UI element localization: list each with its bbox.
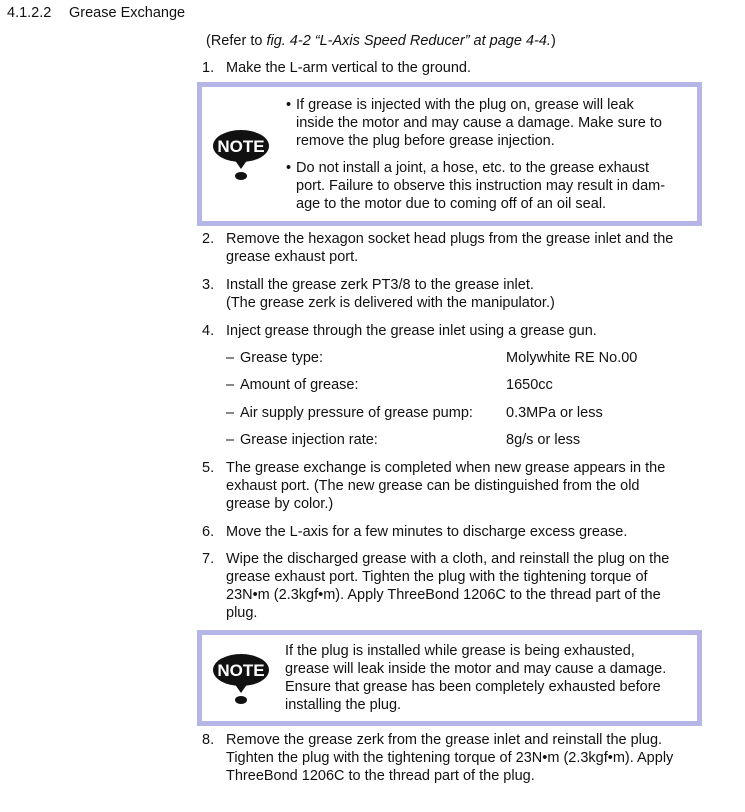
note-bullet: • Do not install a joint, a hose, etc. to the grease exhaust port. Failure to observe this instruction may result in dam- age to the motor due to coming off of an oil seal. (286, 160, 666, 212)
bullet-mark: • (286, 97, 292, 113)
step-number: 5. (202, 460, 215, 476)
step-6 (202, 523, 702, 541)
spec-value: Molywhite RE No.00 (506, 350, 638, 366)
step-1 (202, 59, 702, 77)
figure-reference-link: fig. 4-2 “L-Axis Speed Reducer” at page 4-4. (266, 33, 551, 49)
note-text: If the plug is installed while grease is being exhausted, grease will leak inside the motor and may cause a damage. Ensure that grease has been completely exhausted before installing the plug. (285, 643, 667, 713)
note-icon (212, 125, 270, 183)
spec-label: Grease type: (240, 350, 324, 366)
section-title: Grease Exchange (69, 5, 186, 21)
step-number: 2. (202, 231, 215, 247)
step-number: 1. (202, 60, 215, 76)
step-text-line: Move the L-axis for a few minutes to discharge excess grease. (226, 524, 628, 540)
spec-row-pressure (226, 404, 706, 422)
note-icon-label: NOTE (217, 137, 265, 156)
step-number: 6. (202, 524, 215, 540)
spec-label: Grease injection rate: (240, 432, 378, 448)
section-number: 4.1.2.2 (7, 5, 52, 21)
step-5 (202, 459, 702, 513)
step-text-line: (The grease zerk is delivered with the manipulator.) (226, 295, 555, 311)
dash-mark: – (226, 405, 235, 421)
step-text-line: 23N•m (2.3kgf•m). Apply ThreeBond 1206C to the thread part of the (226, 587, 661, 603)
spec-value: 8g/s or less (506, 432, 581, 448)
spec-row-grease-type (226, 349, 706, 367)
note-text (286, 96, 691, 213)
step-text-line: grease exhaust port. (226, 249, 359, 265)
step-text-line: Remove the grease zerk from the grease inlet and reinstall the plug. (226, 732, 663, 748)
step-number: 8. (202, 732, 215, 748)
note-box (197, 82, 702, 226)
step-text-line: grease by color.) (226, 496, 334, 512)
spec-value: 1650cc (506, 377, 553, 393)
step-number: 7. (202, 551, 215, 567)
step-text-line: Remove the hexagon socket head plugs from the grease inlet and the (226, 231, 674, 247)
step-3 (202, 276, 702, 312)
bullet-mark: • (286, 160, 292, 176)
note-icon-label: NOTE (217, 661, 265, 680)
step-text-line: Wipe the discharged grease with a cloth, and reinstall the plug on the (226, 551, 670, 567)
step-number: 4. (202, 323, 215, 339)
step-text-line: Make the L-arm vertical to the ground. (226, 60, 472, 76)
figure-reference: (Refer to fig. 4-2 “L-Axis Speed Reducer” at page 4-4.) (206, 33, 556, 49)
step-text-line: plug. (226, 605, 258, 621)
step-7 (202, 550, 702, 622)
step-text-line: Inject grease through the grease inlet using a grease gun. (226, 323, 597, 339)
spec-row-amount (226, 376, 706, 394)
step-text-line: exhaust port. (The new grease can be distinguished from the old (226, 478, 640, 494)
dash-mark: – (226, 350, 235, 366)
note-icon (212, 649, 270, 707)
step-8 (202, 731, 702, 785)
note-box (197, 630, 702, 726)
step-text-line: Install the grease zerk PT3/8 to the grease inlet. (226, 277, 534, 293)
section-heading (7, 4, 185, 22)
step-number: 3. (202, 277, 215, 293)
spec-row-rate (226, 431, 706, 449)
dash-mark: – (226, 377, 235, 393)
step-4 (202, 322, 702, 340)
dash-mark: – (226, 432, 235, 448)
spec-value: 0.3MPa or less (506, 405, 603, 421)
spec-label: Air supply pressure of grease pump: (240, 405, 473, 421)
spec-label: Amount of grease: (240, 377, 359, 393)
step-text-line: ThreeBond 1206C to the thread part of the plug. (226, 768, 535, 784)
step-2 (202, 230, 702, 266)
note-bullet: • If grease is injected with the plug on, grease will leak inside the motor and may cause a damage. Make sure to remove the plug before grease injection. (286, 97, 662, 149)
step-text-line: The grease exchange is completed when new grease appears in the (226, 460, 666, 476)
step-text-line: Tighten the plug with the tightening torque of 23N•m (2.3kgf•m). Apply (226, 750, 674, 766)
step-text-line: grease exhaust port. Tighten the plug with the tightening torque of (226, 569, 648, 585)
